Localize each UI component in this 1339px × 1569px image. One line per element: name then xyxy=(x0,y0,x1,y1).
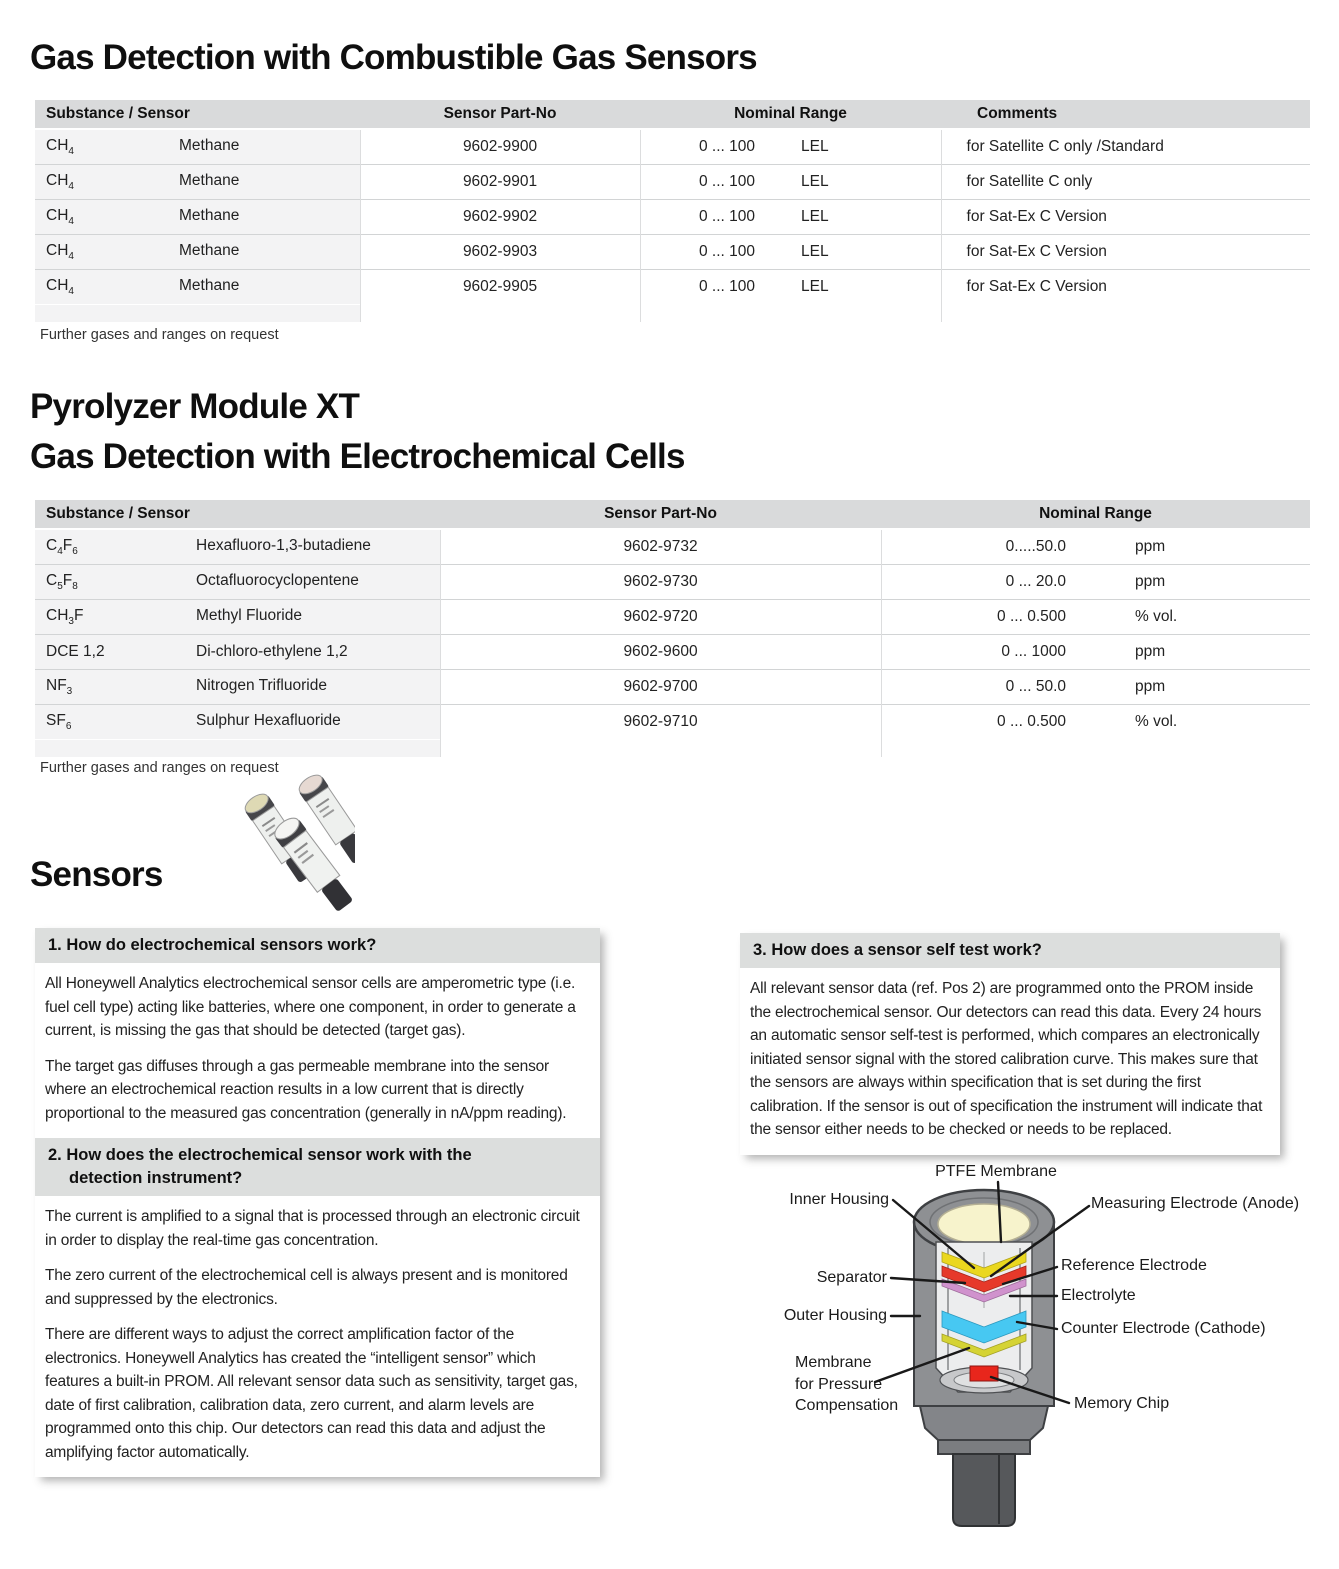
substance-cell xyxy=(35,235,360,270)
range-value-cell: 0 ... 100 xyxy=(640,129,755,165)
range-value-cell: 0 ... 100 xyxy=(640,165,755,200)
table-bottom-pad xyxy=(35,740,1310,758)
combustible-row xyxy=(35,165,1310,200)
range-value-cell: 0.....50.0 xyxy=(881,529,1066,565)
electrochemical-row xyxy=(35,600,1310,635)
combustible-row xyxy=(35,235,1310,270)
range-unit-cell: LEL xyxy=(755,200,941,235)
table-header-row xyxy=(35,100,1310,129)
combustible-row xyxy=(35,200,1310,235)
comment-cell: for Satellite C only xyxy=(941,165,1310,200)
gas-formula: $CH_4$ xyxy=(46,136,74,158)
part-no-cell: 9602-9710 xyxy=(440,705,881,740)
gas-formula: $C_4F_6$ xyxy=(46,536,78,558)
col-sensor-part-no: Sensor Part-No xyxy=(360,100,640,129)
comment-cell: for Satellite C only /Standard xyxy=(941,129,1310,165)
col-substance-sensor: Substance / Sensor xyxy=(35,100,360,129)
gas-name: Methane xyxy=(179,206,240,224)
part-no-cell: 9602-9732 xyxy=(440,529,881,565)
substance-cell xyxy=(35,200,360,235)
part-no-cell: 9602-9900 xyxy=(360,129,640,165)
substance-cell xyxy=(35,529,440,565)
range-value-cell: 0 ... 0.500 xyxy=(881,705,1066,740)
label-memory-chip: Memory Chip xyxy=(1074,1395,1170,1412)
gas-name: Octafluorocyclopentene xyxy=(196,571,359,589)
gas-formula: $CH_4$ xyxy=(46,171,74,193)
gas-formula: $CH_4$ xyxy=(46,276,74,298)
range-unit-cell: LEL xyxy=(755,165,941,200)
gas-name: Hexafluoro-1,3-butadiene xyxy=(196,536,371,554)
range-unit-cell: ppm xyxy=(1066,529,1310,565)
range-unit-cell: ppm xyxy=(1066,635,1310,670)
part-no-cell: 9602-9905 xyxy=(360,270,640,305)
housing-bell xyxy=(920,1406,1048,1440)
gas-formula: $SF_6$ xyxy=(46,711,72,733)
substance-cell xyxy=(35,129,360,165)
housing-step xyxy=(938,1440,1030,1454)
substance-cell xyxy=(35,635,440,670)
range-unit-cell: LEL xyxy=(755,129,941,165)
gas-formula: $CH_3F$ xyxy=(46,606,84,628)
label-ptfe-membrane: PTFE Membrane xyxy=(935,1163,1057,1180)
electrochemical-row xyxy=(35,670,1310,705)
part-no-cell: 9602-9600 xyxy=(440,635,881,670)
faq-right-box xyxy=(740,933,1280,1155)
range-value-cell: 0 ... 1000 xyxy=(881,635,1066,670)
col-nominal-range: Nominal Range xyxy=(881,500,1310,529)
gas-name: Methane xyxy=(179,171,240,189)
gas-name: Methyl Fluoride xyxy=(196,606,302,624)
faq-paragraph: The target gas diffuses through a gas permeable membrane into the sensor where an electrochemical reaction results in a low current that is directly proportional to the measured gas concentration (generally in nA/ppm reading). xyxy=(45,1057,567,1122)
part-no-cell: 9602-9730 xyxy=(440,565,881,600)
page-title-combustible xyxy=(30,33,757,83)
col-substance-sensor: Substance / Sensor xyxy=(35,500,440,529)
gas-formula: $NF_3$ xyxy=(46,676,73,698)
faq-paragraph: All relevant sensor data (ref. Pos 2) are programmed onto the PROM inside the electrochemical sensor. Our detectors can read this data. Every 24 hours an automatic sensor self-test is performed, which compares an electronically initiated sensor signal with the stored calibration curve. This makes sure that the sensors are always within specification that is set during the first calibration. If the sensor is out of specification the instrument will indicate that the sensor either needs to be checked or needs to be replaced. xyxy=(750,980,1263,1138)
range-value-cell: 0 ... 100 xyxy=(640,200,755,235)
ptfe-membrane-shape xyxy=(938,1204,1030,1244)
range-unit-cell: ppm xyxy=(1066,565,1310,600)
range-value-cell: 0 ... 50.0 xyxy=(881,670,1066,705)
label-electrolyte: Electrolyte xyxy=(1061,1287,1136,1304)
substance-cell xyxy=(35,670,440,705)
range-unit-cell: % vol. xyxy=(1066,705,1310,740)
range-value-cell: 0 ... 100 xyxy=(640,235,755,270)
gas-name: Methane xyxy=(179,276,240,294)
electrochemical-footnote: Further gases and ranges on request xyxy=(40,760,279,776)
comment-cell: for Sat-Ex C Version xyxy=(941,235,1310,270)
label-inner-housing: Inner Housing xyxy=(789,1191,889,1208)
label-counter-electrode: Counter Electrode (Cathode) xyxy=(1061,1320,1266,1337)
faq-q2-heading xyxy=(35,1138,600,1196)
part-no-cell: 9602-9903 xyxy=(360,235,640,270)
gas-formula: $C_5F_8$ xyxy=(46,571,78,593)
part-no-cell: 9602-9700 xyxy=(440,670,881,705)
electrochemical-row xyxy=(35,565,1310,600)
col-comments: Comments xyxy=(941,100,1310,129)
faq-q1-body xyxy=(35,963,600,1138)
substance-cell xyxy=(35,600,440,635)
housing-stem xyxy=(953,1454,1015,1526)
faq-paragraph: The zero current of the electrochemical cell is always present and is monitored and suppressed by the electronics. xyxy=(45,1267,568,1308)
comment-cell: for Sat-Ex C Version xyxy=(941,200,1310,235)
comment-cell: for Sat-Ex C Version xyxy=(941,270,1310,305)
faq-paragraph: All Honeywell Analytics electrochemical sensor cells are amperometric type (i.e. fuel cell type) acting like batteries, where one component, in order to generate a current, is missing the gas that should be detected (target gas). xyxy=(45,975,576,1039)
sensors-photo xyxy=(205,770,355,922)
range-unit-cell: ppm xyxy=(1066,670,1310,705)
range-value-cell: 0 ... 0.500 xyxy=(881,600,1066,635)
range-value-cell: 0 ... 20.0 xyxy=(881,565,1066,600)
gas-name: Di-chloro-ethylene 1,2 xyxy=(196,643,348,660)
electrochemical-table xyxy=(35,500,1310,757)
faq-q3-body xyxy=(740,968,1280,1155)
title-line: Gas Detection with Combustible Gas Sensors xyxy=(30,38,757,77)
gas-name: Methane xyxy=(179,241,240,259)
faq-paragraph: The current is amplified to a signal that is processed through an electronic circuit in order to display the real-time gas concentration. xyxy=(45,1208,580,1249)
label-measuring-electrode: Measuring Electrode (Anode) xyxy=(1091,1195,1300,1212)
page-title-sensors xyxy=(30,850,163,900)
title-line: Sensors xyxy=(30,855,163,894)
title-line: Pyrolyzer Module XT xyxy=(30,387,360,426)
part-no-cell: 9602-9720 xyxy=(440,600,881,635)
gas-formula: DCE 1,2 xyxy=(46,643,105,660)
gas-name: Methane xyxy=(179,136,240,154)
range-value-cell: 0 ... 100 xyxy=(640,270,755,305)
faq-q2-body xyxy=(35,1196,600,1477)
range-unit-cell: % vol. xyxy=(1066,600,1310,635)
faq-q2-heading-line1: 2. How does the electrochemical sensor work with the xyxy=(48,1146,472,1164)
range-unit-cell: LEL xyxy=(755,270,941,305)
combustible-row xyxy=(35,129,1310,165)
gas-name: Sulphur Hexafluoride xyxy=(196,711,341,729)
combustible-row xyxy=(35,270,1310,305)
gas-name: Nitrogen Trifluoride xyxy=(196,676,327,694)
label-membrane-compensation: Membrane for Pressure Compensation xyxy=(795,1354,899,1414)
gas-formula: $CH_4$ xyxy=(46,206,74,228)
substance-cell xyxy=(35,565,440,600)
combustible-footnote: Further gases and ranges on request xyxy=(40,327,279,343)
gas-formula: $CH_4$ xyxy=(46,241,74,263)
electrochemical-row xyxy=(35,705,1310,740)
part-no-cell: 9602-9902 xyxy=(360,200,640,235)
electrochemical-row xyxy=(35,529,1310,565)
part-no-cell: 9602-9901 xyxy=(360,165,640,200)
label-separator: Separator xyxy=(816,1269,887,1286)
label-reference-electrode: Reference Electrode xyxy=(1061,1257,1207,1274)
col-nominal-range: Nominal Range xyxy=(640,100,941,129)
col-sensor-part-no: Sensor Part-No xyxy=(440,500,881,529)
faq-paragraph: There are different ways to adjust the correct amplification factor of the electronics. Honeywell Analytics has created the “intelligent sensor” which features a built-in PROM. All relevant sensor data such as sensitivity, target gas, date of first calibration, calibration data, zero current, and alarm levels are programmed onto this chip. Our detectors can read this data and adjust the amplifying factor automatically. xyxy=(45,1326,578,1461)
substance-cell xyxy=(35,165,360,200)
substance-cell xyxy=(35,270,360,305)
table-header-row xyxy=(35,500,1310,529)
page-title-pyrolyzer xyxy=(30,382,685,482)
faq-q3-heading: 3. How does a sensor self test work? xyxy=(740,933,1280,968)
range-unit-cell: LEL xyxy=(755,235,941,270)
combustible-gas-table xyxy=(35,100,1310,322)
table-bottom-pad xyxy=(35,305,1310,323)
faq-q2-heading-line2: detection instrument? xyxy=(69,1169,243,1187)
title-line: Gas Detection with Electrochemical Cells xyxy=(30,437,685,476)
faq-left-box xyxy=(35,928,600,1477)
faq-q1-heading: 1. How do electrochemical sensors work? xyxy=(35,928,600,963)
substance-cell xyxy=(35,705,440,740)
electrochemical-row xyxy=(35,635,1310,670)
label-outer-housing: Outer Housing xyxy=(783,1307,887,1324)
sensor-cutaway-diagram xyxy=(739,1156,1339,1568)
